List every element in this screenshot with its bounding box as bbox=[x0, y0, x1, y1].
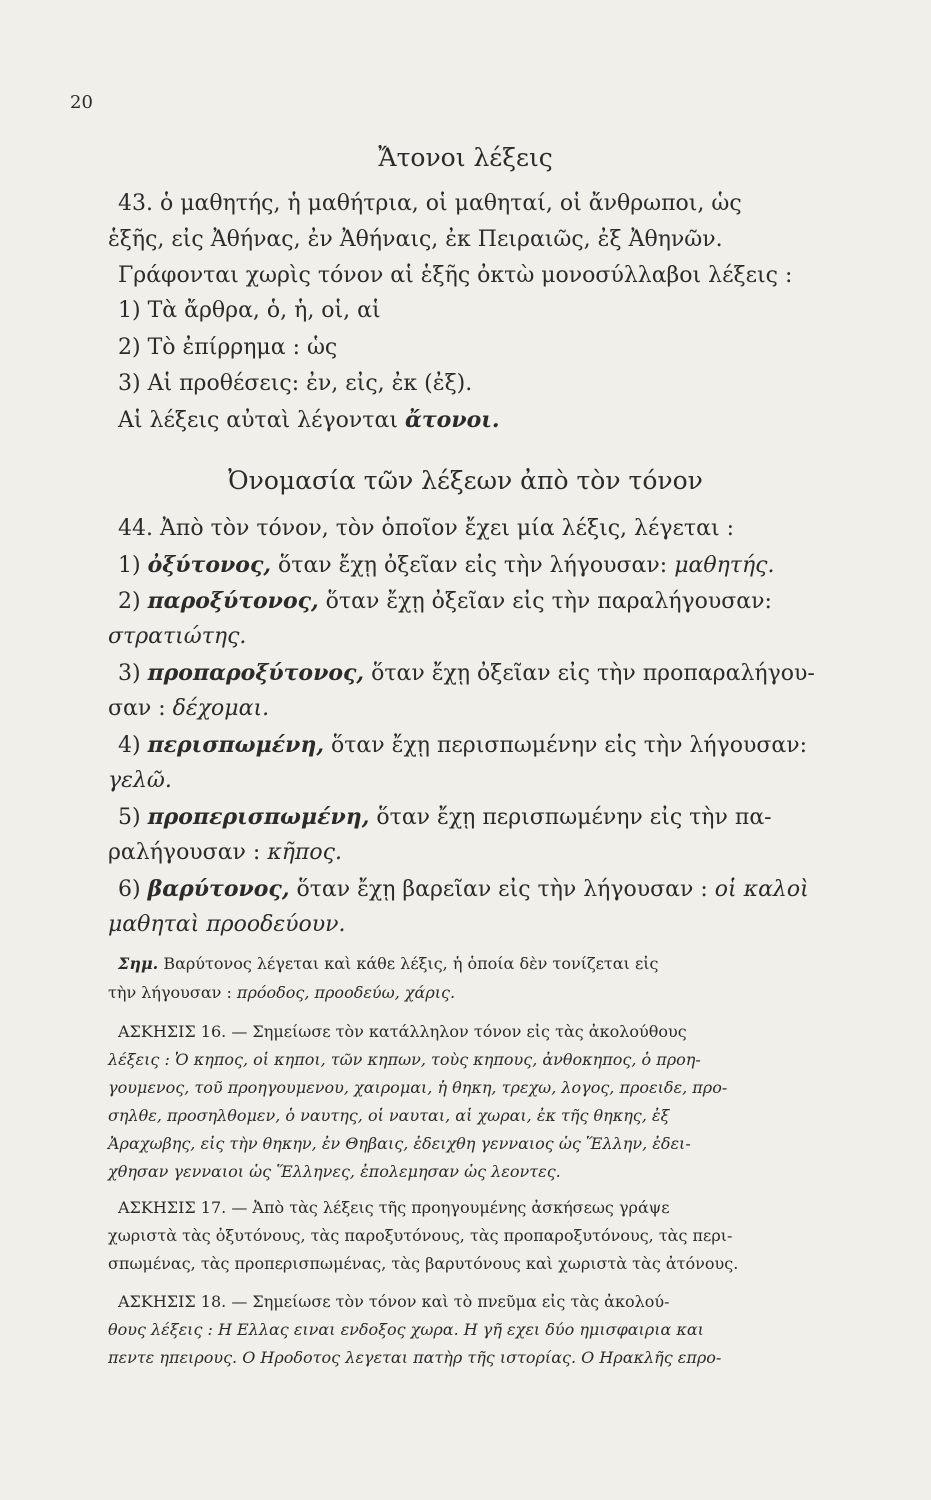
example-barytone-cont: μαθηταὶ προοδεύουν. bbox=[108, 912, 346, 937]
section-title-naming-by-accent: Ὀνομασία τῶν λέξεων ἀπὸ τὸν τόνον bbox=[228, 466, 703, 495]
term-oxytone: ὀξύτονος, bbox=[147, 552, 272, 578]
definition-properispomenon-cont: ραλήγουσαν : κῆπος. bbox=[108, 840, 342, 865]
term-atonic: ἄτονοι. bbox=[404, 407, 500, 433]
definition-perispomenon: 4) περισπωμένη, ὅταν ἔχῃ περισπωμένην εἰς τὴν λήγουσαν: bbox=[118, 732, 808, 758]
exercise-17-line-2: χωριστὰ τὰς ὀξυτόνους, τὰς παροξυτόνους, τὰς προπαροξυτόνους, τὰς περι- bbox=[108, 1226, 733, 1245]
example-proparoxytone: δέχομαι. bbox=[172, 696, 270, 721]
example-perispomenon: γελῶ. bbox=[108, 768, 172, 793]
page-number: 20 bbox=[70, 92, 93, 113]
list-item-prepositions: 3) Αἱ προθέσεις: ἐν, εἰς, ἐκ (ἐξ). bbox=[118, 371, 473, 396]
term-paroxytone: παροξύτονος, bbox=[147, 588, 319, 614]
term-properispomenon: προπερισπωμένη, bbox=[147, 804, 370, 830]
paragraph-43-line-1: 43. ὁ μαθητής, ἡ μαθήτρια, οἱ μαθηταί, οἱ ἄνθρωποι, ὡς bbox=[118, 191, 742, 216]
definition-properispomenon: 5) προπερισπωμένη, ὅταν ἔχῃ περισπωμένην εἰς τὴν πα- bbox=[118, 804, 772, 830]
exercise-18-line-1: ΑΣΚΗΣΙΣ 18. — Σημείωσε τὸν τόνον καὶ τὸ πνεῦμα εἰς τὰς ἀκολού- bbox=[118, 1292, 670, 1311]
term-perispomenon: περισπωμένη, bbox=[147, 732, 324, 758]
exercise-16-line-1: ΑΣΚΗΣΙΣ 16. — Σημείωσε τὸν κατάλληλον τόνον εἰς τὰς ἀκολούθους bbox=[118, 1022, 687, 1041]
definition-barytone: 6) βαρύτονος, ὅταν ἔχῃ βαρεῖαν εἰς τὴν λήγουσαν : οἱ καλοὶ bbox=[118, 876, 809, 902]
exercise-18-line-3: πεντε ηπειρους. Ο Ηροδοτος λεγεται πατὴρ τῆς ιστορίας. Ο Ηρακλῆς επρο- bbox=[108, 1348, 722, 1367]
example-barytone: οἱ καλοὶ bbox=[714, 877, 809, 902]
definition-proparoxytone: 3) προπαροξύτονος, ὅταν ἔχῃ ὀξεῖαν εἰς τὴν προπαραλήγου- bbox=[118, 660, 815, 686]
exercise-17-line-1: ΑΣΚΗΣΙΣ 17. — Ἀπὸ τὰς λέξεις τῆς προηγουμένης ἀσκήσεως γράψε bbox=[118, 1198, 670, 1217]
exercise-16-line-4: σηλθε, προσηλθομεν, ὁ ναυτης, οἱ ναυται, αἱ χωραι, ἐκ τῆς θηκης, ἐξ bbox=[108, 1106, 670, 1125]
exercise-16-line-3: γουμενος, τοῦ προηγουμενου, χαιρομαι, ἡ θηκη, τρεχω, λογος, προειδε, προ- bbox=[108, 1078, 728, 1097]
list-item-adverb: 2) Τὸ ἐπίρρημα : ὡς bbox=[118, 335, 338, 360]
paragraph-43-line-2: ἑξῆς, εἰς Ἀθήνας, ἐν Ἀθήναις, ἐκ Πειραιῶς, ἐξ Ἀθηνῶν. bbox=[108, 227, 723, 252]
term-proparoxytone: προπαροξύτονος, bbox=[147, 660, 365, 686]
closing-sentence: Αἱ λέξεις αὐταὶ λέγονται ἄτονοι. bbox=[118, 407, 500, 433]
example-properispomenon: κῆπος. bbox=[267, 840, 342, 865]
note-line-2: τὴν λήγουσαν : πρόοδος, προοδεύω, χάρις. bbox=[108, 983, 456, 1002]
section-title-atonic-words: Ἄτονοι λέξεις bbox=[378, 143, 553, 172]
exercise-17-line-3: σπωμένας, τὰς προπερισπωμένας, τὰς βαρυτόνους καὶ χωριστὰ τὰς ἀτόνους. bbox=[108, 1254, 739, 1273]
definition-paroxytone: 2) παροξύτονος, ὅταν ἔχῃ ὀξεῖαν εἰς τὴν παραλήγουσαν: bbox=[118, 588, 772, 614]
paragraph-43-line-3: Γράφονται χωρὶς τόνον αἱ ἑξῆς ὀκτὼ μονοσύλλαβοι λέξεις : bbox=[118, 263, 793, 288]
definition-oxytone: 1) ὀξύτονος, ὅταν ἔχῃ ὀξεῖαν εἰς τὴν λήγουσαν: μαθητής. bbox=[118, 552, 775, 578]
term-barytone: βαρύτονος, bbox=[147, 876, 290, 902]
note-label: Σημ. bbox=[118, 954, 159, 973]
example-paroxytone: στρατιώτης. bbox=[108, 624, 247, 649]
note-examples: πρόοδος, προοδεύω, χάρις. bbox=[236, 983, 456, 1002]
definition-proparoxytone-cont: σαν : δέχομαι. bbox=[108, 696, 270, 721]
example-oxytone: μαθητής. bbox=[674, 553, 775, 578]
paragraph-44-intro: 44. Ἀπὸ τὸν τόνον, τὸν ὁποῖον ἔχει μία λέξις, λέγεται : bbox=[118, 516, 734, 541]
exercise-16-line-5: Ἀραχωβης, εἰς τὴν θηκην, ἐν Θηβαις, ἐδειχθη γενναιος ὡς Ἕλλην, ἐδει- bbox=[108, 1134, 691, 1153]
list-item-articles: 1) Τὰ ἄρθρα, ὁ, ἡ, οἱ, αἱ bbox=[118, 298, 381, 323]
note-line-1: Σημ. Βαρύτονος λέγεται καὶ κάθε λέξις, ἡ ὁποία δὲν τονίζεται εἰς bbox=[118, 954, 659, 973]
exercise-16-line-6: χθησαν γενναιοι ὡς Ἕλληνες, ἐπολεμησαν ὡς λεοντες. bbox=[108, 1162, 561, 1181]
exercise-18-line-2: θους λέξεις : Η Ελλας ειναι ενδοξος χωρα. Η γῆ εχει δύο ημισφαιρια και bbox=[108, 1320, 704, 1339]
exercise-16-line-2: λέξεις : Ὁ κηπος, οἱ κηποι, τῶν κηπων, τοὺς κηπους, ἀνθοκηπος, ὁ προη- bbox=[108, 1050, 701, 1069]
